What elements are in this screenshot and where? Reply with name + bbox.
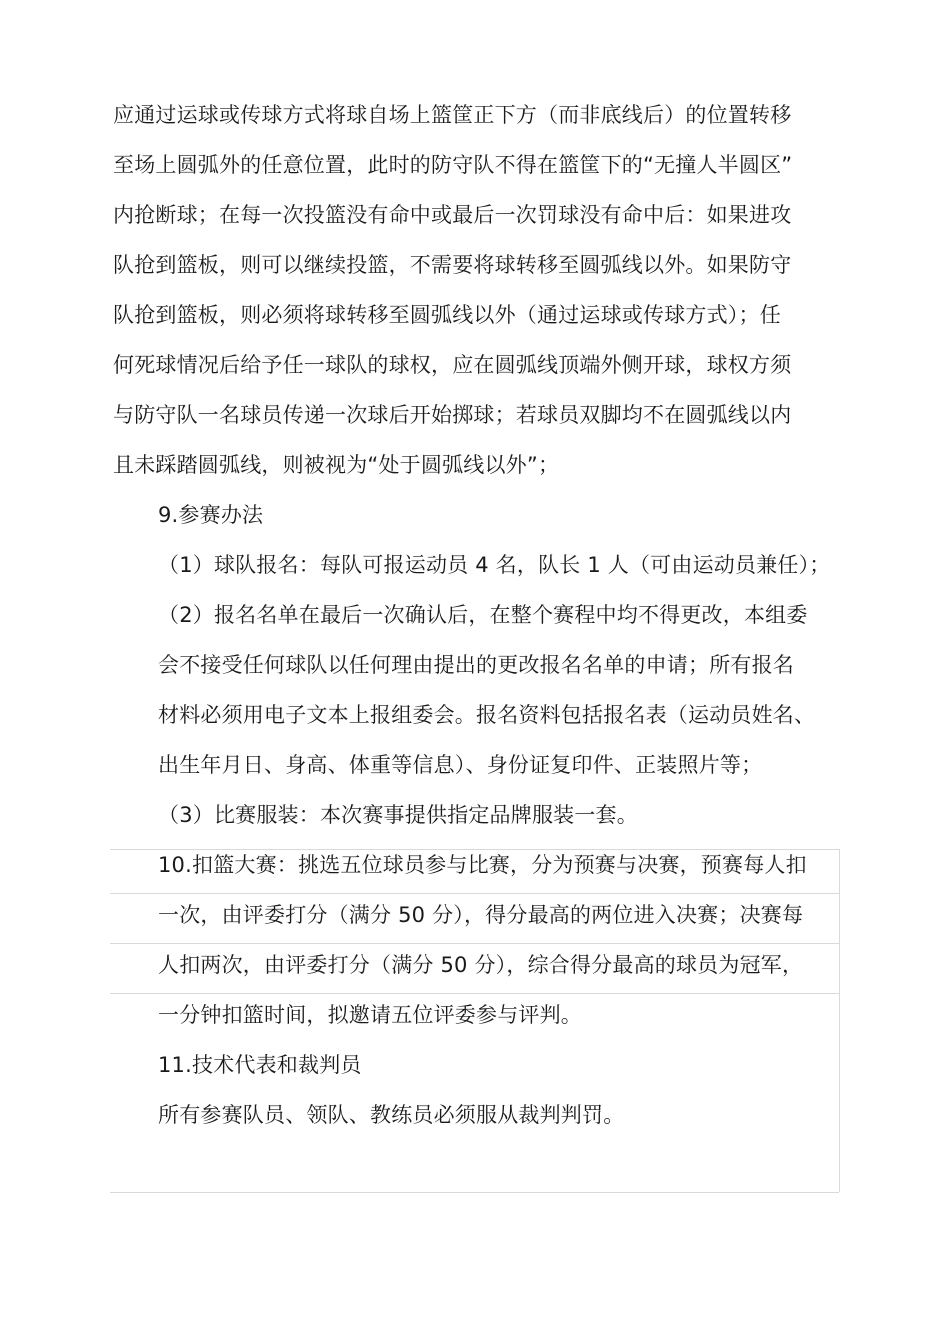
section-heading: 9.参赛办法 — [158, 503, 264, 527]
body-text-line: 队抢到篮板，则必须将球转移至圆弧线以外（通过运球或传球方式）；任 — [113, 303, 781, 327]
section-heading: 11.技术代表和裁判员 — [158, 1053, 362, 1077]
body-text-line: 一次，由评委打分（满分 50 分），得分最高的两位进入决赛；决赛每 — [158, 903, 804, 927]
body-text-line: 何死球情况后给予任一球队的球权，应在圆弧线顶端外侧开球，球权方须 — [113, 353, 792, 377]
body-text-line: 出生年月日、身高、体重等信息）、身份证复印件、正装照片等； — [158, 753, 763, 777]
table-border — [839, 849, 840, 1192]
body-text-line: 与防守队一名球员传递一次球后开始掷球；若球员双脚均不在圆弧线以内 — [113, 403, 792, 427]
body-text-line: 会不接受任何球队以任何理由提出的更改报名名单的申请；所有报名 — [158, 653, 794, 677]
table-rule — [110, 993, 839, 994]
body-text-line: 所有参赛队员、领队、教练员必须服从裁判判罚。 — [158, 1103, 625, 1127]
body-text-line: 至场上圆弧外的任意位置，此时的防守队不得在篮筐下的“无撞人半圆区” — [113, 153, 793, 177]
list-item: （2）报名名单在最后一次确认后，在整个赛程中均不得更改，本组委 — [158, 603, 808, 627]
table-rule — [110, 943, 839, 944]
body-text-line: 且未踩踏圆弧线，则被视为“处于圆弧线以外”； — [113, 453, 560, 477]
list-item: （3）比赛服装：本次赛事提供指定品牌服装一套。 — [158, 803, 638, 827]
body-text-line: 10.扣篮大赛：挑选五位球员参与比赛，分为预赛与决赛，预赛每人扣 — [158, 853, 807, 877]
body-text-line: 应通过运球或传球方式将球自场上篮筐正下方（而非底线后）的位置转移 — [113, 103, 792, 127]
body-text-line: 人扣两次，由评委打分（满分 50 分），综合得分最高的球员为冠军， — [158, 953, 804, 977]
body-text-line: 内抢断球；在每一次投篮没有命中或最后一次罚球没有命中后：如果进攻 — [113, 203, 792, 227]
table-rule — [110, 893, 839, 894]
list-item: （1）球队报名：每队可报运动员 4 名，队长 1 人（可由运动员兼任）； — [158, 553, 831, 577]
body-text-line: 队抢到篮板，则可以继续投篮，不需要将球转移至圆弧线以外。如果防守 — [113, 253, 792, 277]
table-rule — [110, 1192, 839, 1193]
body-text-line: 一分钟扣篮时间，拟邀请五位评委参与评判。 — [158, 1003, 582, 1027]
body-text-line: 材料必须用电子文本上报组委会。报名资料包括报名表（运动员姓名、 — [158, 703, 816, 727]
